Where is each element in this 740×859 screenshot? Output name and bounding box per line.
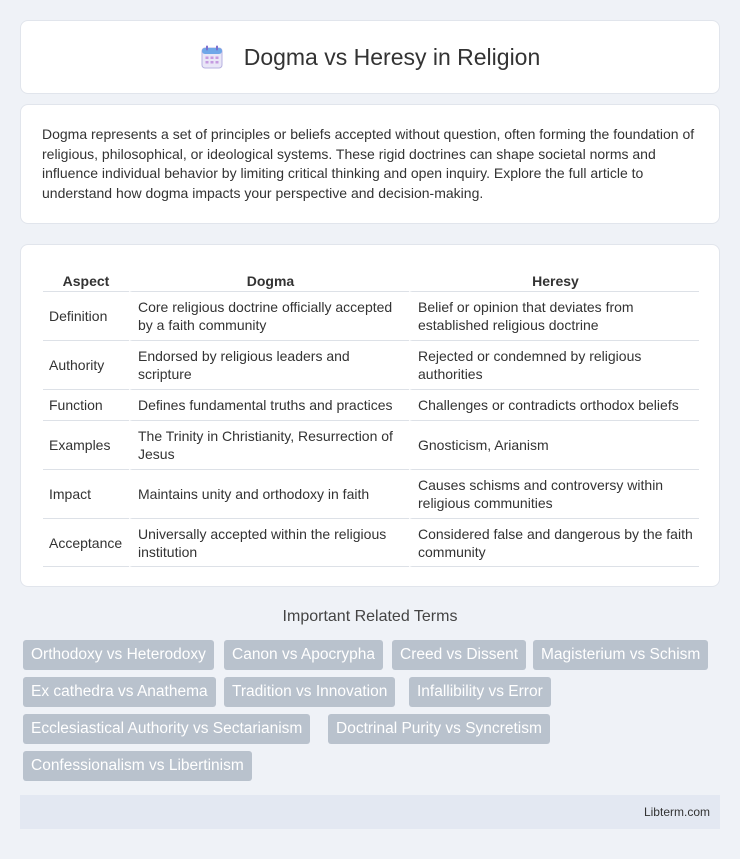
row-dogma: Defines fundamental truths and practices (129, 389, 409, 420)
row-aspect: Examples (43, 420, 129, 469)
comparison-table (43, 265, 699, 567)
related-term-tag[interactable]: Confessionalism vs Libertinism (23, 751, 252, 781)
header-aspect: Aspect (62, 273, 110, 289)
table-header-row (43, 265, 699, 291)
row-dogma: Universally accepted within the religious institution (129, 518, 409, 567)
row-heresy: Challenges or contradicts orthodox beliefs (409, 389, 699, 420)
related-term-tag[interactable]: Canon vs Apocrypha (224, 640, 383, 670)
related-term-tag[interactable]: Doctrinal Purity vs Syncretism (328, 714, 550, 744)
row-aspect: Definition (43, 291, 129, 340)
row-dogma: Maintains unity and orthodoxy in faith (129, 469, 409, 518)
comparison-table-card (20, 244, 720, 587)
related-term-tag[interactable]: Ecclesiastical Authority vs Sectarianism (23, 714, 310, 744)
row-dogma: Endorsed by religious leaders and scripture (129, 340, 409, 389)
row-heresy: Gnosticism, Arianism (409, 420, 699, 469)
table-row (43, 340, 699, 389)
intro-card (20, 104, 720, 224)
related-term-tag[interactable]: Creed vs Dissent (392, 640, 526, 670)
intro-text: Dogma represents a set of principles or beliefs accepted without question, often forming the foundation of religious, philosophical, or ideological systems. These rigid doctrines can shape societal norms and influence individual behavior by limiting critical thinking and open inquiry. Explore the full article to understand how dogma impacts your perspective and decision-making. (42, 126, 695, 201)
header-card (20, 20, 720, 94)
row-heresy: Belief or opinion that deviates from established religious doctrine (409, 291, 699, 340)
footer-site-link[interactable]: Libterm.com (643, 805, 710, 819)
table-row (43, 469, 699, 518)
row-heresy: Causes schisms and controversy within religious communities (409, 469, 699, 518)
related-term-tag[interactable]: Tradition vs Innovation (224, 677, 395, 707)
related-term-tag[interactable]: Ex cathedra vs Anathema (23, 677, 216, 707)
related-term-tag[interactable]: Magisterium vs Schism (533, 640, 708, 670)
table-row (43, 291, 699, 340)
related-terms-title: Important Related Terms (282, 608, 458, 625)
header-heresy: Heresy (409, 265, 699, 291)
table-row (43, 420, 699, 469)
calendar-icon (200, 44, 224, 70)
row-heresy: Rejected or condemned by religious authorities (409, 340, 699, 389)
row-dogma: Core religious doctrine officially accepted by a faith community (129, 291, 409, 340)
row-aspect: Acceptance (43, 518, 129, 567)
related-term-tag[interactable]: Infallibility vs Error (409, 677, 551, 707)
row-aspect: Function (43, 389, 129, 420)
footer (20, 795, 720, 829)
header-dogma: Dogma (129, 265, 409, 291)
row-heresy: Considered false and dangerous by the faith community (409, 518, 699, 567)
table-row (43, 389, 699, 420)
page-title: Dogma vs Heresy in Religion (243, 43, 541, 70)
table-row (43, 518, 699, 567)
row-aspect: Authority (43, 340, 129, 389)
related-term-tag[interactable]: Orthodoxy vs Heterodoxy (23, 640, 214, 670)
row-aspect: Impact (43, 469, 129, 518)
row-dogma: The Trinity in Christianity, Resurrection of Jesus (129, 420, 409, 469)
